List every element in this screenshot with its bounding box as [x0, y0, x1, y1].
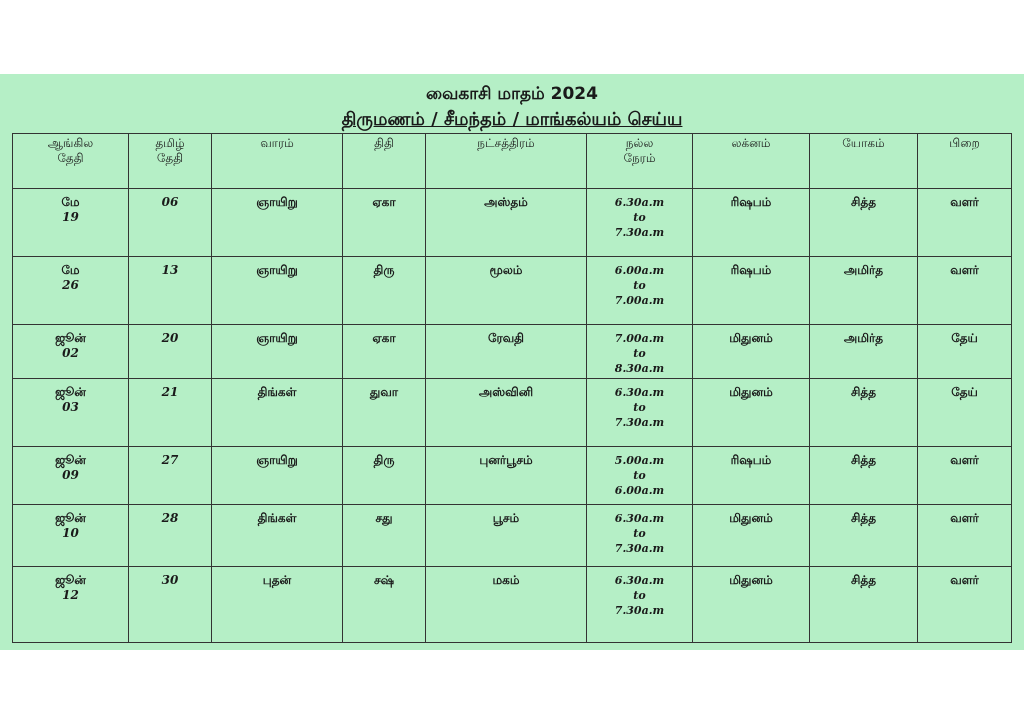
header-row	[13, 134, 1012, 189]
tamil-date-cell: 30	[129, 567, 212, 643]
header-yoga: யோகம்	[810, 134, 918, 189]
muhurtham-table	[12, 133, 1012, 643]
tithi-cell: திரு	[343, 257, 426, 325]
tithi-cell: துவா	[343, 379, 426, 447]
lagna-cell: ரிஷபம்	[693, 257, 810, 325]
time-cell: 6.30a.m to 7.30a.m	[587, 379, 693, 447]
tithi-cell: ஏகா	[343, 325, 426, 379]
lagna-cell: ரிஷபம்	[693, 189, 810, 257]
time-cell: 6.00a.m to 7.00a.m	[587, 257, 693, 325]
month-text: ஜூன்	[55, 385, 86, 399]
tithi-cell: சது	[343, 505, 426, 567]
lagna-cell: மிதுனம்	[693, 505, 810, 567]
moon-cell: தேய்	[918, 379, 1012, 447]
weekday-cell: திங்கள்	[212, 505, 343, 567]
tamil-date-cell: 20	[129, 325, 212, 379]
table-row	[13, 505, 1012, 567]
tamil-date-cell: 28	[129, 505, 212, 567]
time-cell: 6.30a.m to 7.30a.m	[587, 189, 693, 257]
tamil-date-cell: 27	[129, 447, 212, 505]
time-cell: 6.30a.m to 7.30a.m	[587, 505, 693, 567]
table-row	[13, 325, 1012, 379]
english-date-cell	[13, 567, 129, 643]
month-text: ஜூன்	[55, 453, 86, 467]
month-text: ஜூன்	[55, 331, 86, 345]
tamil-date-cell: 06	[129, 189, 212, 257]
day-number: 19	[62, 210, 79, 224]
lagna-cell: மிதுனம்	[693, 325, 810, 379]
yoga-cell: சித்த	[810, 567, 918, 643]
day-number: 26	[62, 278, 79, 292]
weekday-cell: ஞாயிறு	[212, 189, 343, 257]
document-title: வைகாசி மாதம் 2024	[426, 84, 598, 104]
header-english-date: ஆங்கில தேதி	[13, 134, 129, 189]
header-moon: பிறை	[918, 134, 1012, 189]
moon-cell: தேய்	[918, 325, 1012, 379]
english-date-cell	[13, 325, 129, 379]
table-row	[13, 447, 1012, 505]
english-date-cell	[13, 505, 129, 567]
nakshatra-cell: ரேவதி	[426, 325, 587, 379]
english-date-cell	[13, 379, 129, 447]
calendar-sheet	[0, 74, 1024, 650]
nakshatra-cell: மகம்	[426, 567, 587, 643]
tamil-date-cell: 21	[129, 379, 212, 447]
english-date-cell	[13, 189, 129, 257]
header-nakshatra: நட்சத்திரம்	[426, 134, 587, 189]
month-text: மே	[61, 195, 80, 209]
table-row	[13, 257, 1012, 325]
weekday-cell: திங்கள்	[212, 379, 343, 447]
month-text: ஜூன்	[55, 573, 86, 587]
yoga-cell: சித்த	[810, 505, 918, 567]
nakshatra-cell: புனர்பூசம்	[426, 447, 587, 505]
lagna-cell: மிதுனம்	[693, 567, 810, 643]
day-number: 02	[62, 346, 79, 360]
time-cell: 6.30a.m to 7.30a.m	[587, 567, 693, 643]
moon-cell: வளர்	[918, 447, 1012, 505]
time-cell: 5.00a.m to 6.00a.m	[587, 447, 693, 505]
nakshatra-cell: அஸ்வினி	[426, 379, 587, 447]
yoga-cell: அமிர்த	[810, 325, 918, 379]
weekday-cell: ஞாயிறு	[212, 325, 343, 379]
nakshatra-cell: பூசம்	[426, 505, 587, 567]
yoga-cell: அமிர்த	[810, 257, 918, 325]
month-text: மே	[61, 263, 80, 277]
header-tithi: திதி	[343, 134, 426, 189]
header-day: வாரம்	[212, 134, 343, 189]
weekday-cell: ஞாயிறு	[212, 447, 343, 505]
day-number: 09	[62, 468, 79, 482]
weekday-cell: புதன்	[212, 567, 343, 643]
header-lagna: லக்னம்	[693, 134, 810, 189]
header-time: நல்ல நேரம்	[587, 134, 693, 189]
day-number: 03	[62, 400, 79, 414]
month-text: ஜூன்	[55, 511, 86, 525]
nakshatra-cell: மூலம்	[426, 257, 587, 325]
weekday-cell: ஞாயிறு	[212, 257, 343, 325]
lagna-cell: மிதுனம்	[693, 379, 810, 447]
tamil-date-cell: 13	[129, 257, 212, 325]
tithi-cell: சஷ்	[343, 567, 426, 643]
yoga-cell: சித்த	[810, 379, 918, 447]
table-row	[13, 379, 1012, 447]
table-row	[13, 567, 1012, 643]
yoga-cell: சித்த	[810, 189, 918, 257]
nakshatra-cell: அஸ்தம்	[426, 189, 587, 257]
moon-cell: வளர்	[918, 505, 1012, 567]
moon-cell: வளர்	[918, 189, 1012, 257]
table-row	[13, 189, 1012, 257]
document-subtitle: திருமணம் / சீமந்தம் / மாங்கல்யம் செய்ய	[341, 109, 683, 130]
header-tamil-date: தமிழ் தேதி	[129, 134, 212, 189]
moon-cell: வளர்	[918, 567, 1012, 643]
tithi-cell: திரு	[343, 447, 426, 505]
time-cell: 7.00a.m to 8.30a.m	[587, 325, 693, 379]
english-date-cell	[13, 447, 129, 505]
lagna-cell: ரிஷபம்	[693, 447, 810, 505]
tithi-cell: ஏகா	[343, 189, 426, 257]
english-date-cell	[13, 257, 129, 325]
day-number: 10	[62, 526, 79, 540]
yoga-cell: சித்த	[810, 447, 918, 505]
moon-cell: வளர்	[918, 257, 1012, 325]
day-number: 12	[62, 588, 79, 602]
